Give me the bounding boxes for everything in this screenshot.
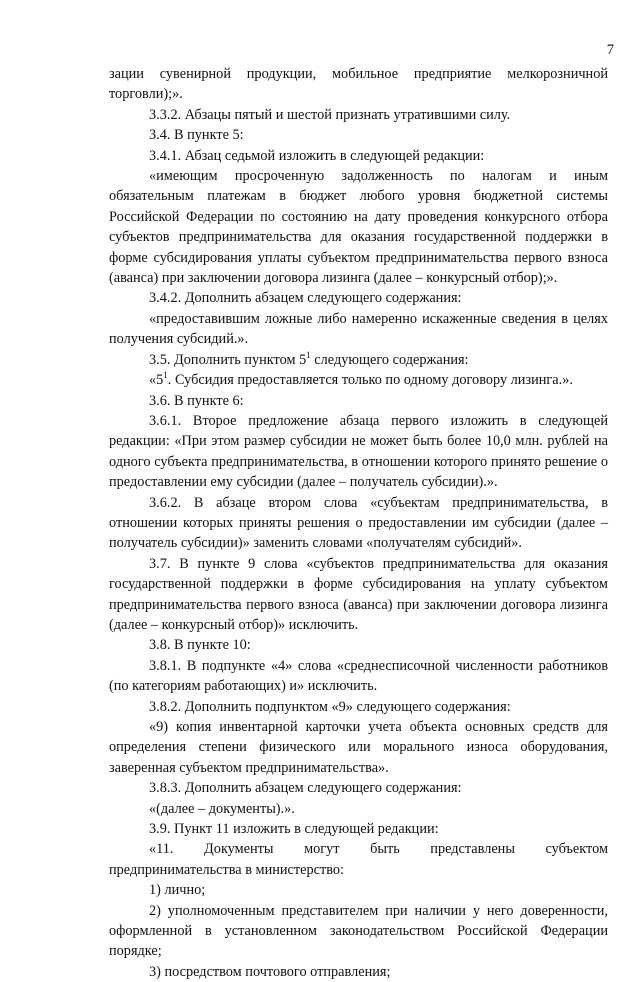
paragraph: 3.6.1. Второе предложение абзаца первого изложить в следующей редакции: «При этом размер субсидии не может быть более 10,0 млн. рублей на одного субъекта предпринимательства, в отношении которого принято решение о предоставлении ему субсидии (далее – получатель субсидии).». bbox=[109, 412, 608, 491]
paragraph bbox=[109, 350, 608, 370]
paragraph-text-end: . Субсидия предоставляется только по одному договору лизинга.». bbox=[167, 372, 573, 389]
paragraph: 3.7. В пункте 9 слова «субъектов предпринимательства для оказания государственной поддержки в форме субсидирования на уплату субъектом предпринимательства первого взноса (аванса) при заключении договора лизинга (далее – конкурсный отбор)» исключить. bbox=[109, 555, 608, 633]
paragraph: 1) лично; bbox=[149, 882, 206, 899]
paragraph-text-start: «5 bbox=[149, 372, 164, 389]
paragraph: 3.8.1. В подпункте «4» слова «среднесписочной численности работников (по категориям работающих) и» исключить. bbox=[109, 657, 608, 695]
superscript: 1 bbox=[163, 370, 168, 381]
paragraph: 3.4.2. Дополнить абзацем следующего содержания: bbox=[149, 290, 462, 307]
paragraph: 3.4.1. Абзац седьмой изложить в следующей редакции: bbox=[149, 147, 485, 164]
paragraph: 3.6.2. В абзаце втором слова «субъектам предпринимательства, в отношении которых приняты решения о предоставлении им субсидии (далее – получатель субсидии)» заменить словами «получателям субсидий». bbox=[109, 494, 608, 552]
paragraph: «9) копия инвентарной карточки учета объекта основных средств для определения степени физического или морального износа оборудования, заверенная субъектом предпринимательства». bbox=[109, 719, 608, 776]
paragraph: «имеющим просроченную задолженность по налогам и иным обязательным платежам в бюджет любого уровня бюджетной системы Российской Федерации по состоянию на дату проведения конкурсного отбора субъектов предпринимательства для оказания государственной поддержки в форме субсидирования уплаты субъектом предпринимательства первого взноса (аванса) при заключении договора лизинга (далее – конкурсный отбор);». bbox=[109, 168, 608, 287]
paragraph-text-end: следующего содержания: bbox=[310, 351, 469, 368]
paragraph: 2) уполномоченным представителем при наличии у него доверенности, оформленной в установленном законодательством Российской Федерации порядке; bbox=[109, 902, 608, 960]
page-number: 7 bbox=[606, 42, 614, 58]
paragraph: «предоставившим ложные либо намеренно искаженные сведения в целях получения субсидий.». bbox=[109, 310, 608, 348]
paragraph: 3.6. В пункте 6: bbox=[149, 392, 244, 409]
superscript: 1 bbox=[306, 349, 311, 360]
paragraph: 3.8.2. Дополнить подпунктом «9» следующего содержания: bbox=[149, 698, 511, 715]
paragraph: 3.3.2. Абзацы пятый и шестой признать утратившими силу. bbox=[149, 106, 511, 123]
paragraph bbox=[109, 370, 608, 390]
paragraph: «11. Документы могут быть представлены субъектом предпринимательства в министерство: bbox=[109, 841, 608, 878]
paragraph: 3.9. Пункт 11 изложить в следующей редакции: bbox=[149, 821, 439, 838]
document-body bbox=[109, 64, 608, 982]
paragraph: зации сувенирной продукции, мобильное предприятие мелкорозничной торговли);». bbox=[109, 66, 608, 103]
paragraph: 3.8.3. Дополнить абзацем следующего содержания: bbox=[149, 780, 462, 797]
paragraph: 3.8. В пункте 10: bbox=[149, 637, 251, 654]
paragraph: «(далее – документы).». bbox=[149, 800, 295, 817]
paragraph: 3.4. В пункте 5: bbox=[149, 127, 244, 144]
paragraph-text-start: 3.5. Дополнить пунктом 5 bbox=[149, 351, 307, 368]
paragraph: 3) посредством почтового отправления; bbox=[149, 963, 391, 980]
